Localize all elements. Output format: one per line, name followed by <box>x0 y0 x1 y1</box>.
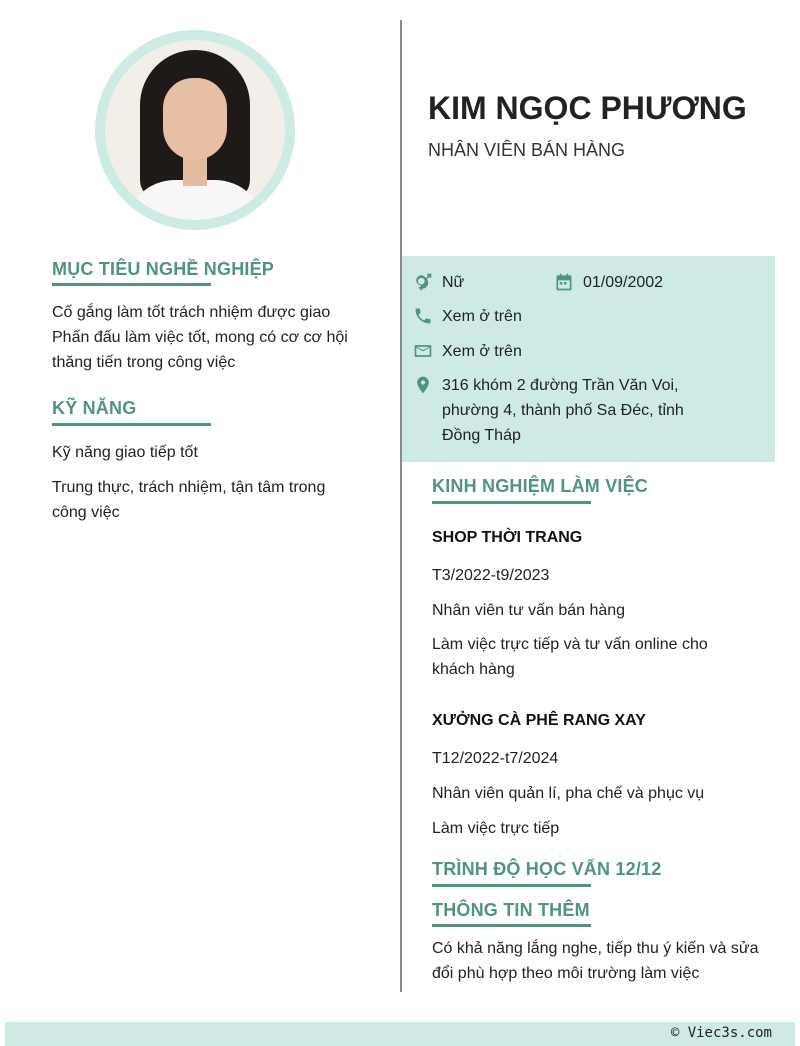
phone-icon <box>413 306 433 326</box>
skills-underline <box>52 423 211 426</box>
column-divider <box>400 20 402 992</box>
footer-credit: © Viec3s.com <box>670 1025 772 1041</box>
gender-icon <box>413 272 433 292</box>
additional-text: Có khả năng lắng nghe, tiếp thu ý kiến và sửa đổi phù hợp theo môi trường làm việc <box>432 940 759 982</box>
job-role: Nhân viên quản lí, pha chế và phục vụ <box>432 785 705 802</box>
additional-title: THÔNG TIN THÊM <box>432 900 590 920</box>
objective-text: Cố gắng làm tốt trách nhiệm được giao Phấn đấu làm việc tốt, mong có cơ cơ hội thăng tiến trong công việc <box>52 304 348 371</box>
education-underline <box>432 884 591 887</box>
phone-value: Xem ở trên <box>442 308 522 325</box>
job-company: SHOP THỜI TRANG <box>432 529 583 546</box>
dob-value: 01/09/2002 <box>583 274 664 291</box>
email-value: Xem ở trên <box>442 343 522 360</box>
objective-title: MỤC TIÊU NGHỀ NGHIỆP <box>52 259 275 279</box>
education-title: TRÌNH ĐỘ HỌC VẤN 12/12 <box>432 859 662 879</box>
experience-underline <box>432 501 591 504</box>
avatar <box>105 40 285 220</box>
skill-item: Trung thực, trách nhiệm, tận tâm trong công việc <box>52 479 326 521</box>
experience-title: KINH NGHIỆM LÀM VIỆC <box>432 476 649 496</box>
address-value: 316 khóm 2 đường Trần Văn Voi, phường 4, thành phố Sa Đéc, tỉnh Đồng Tháp <box>442 377 684 444</box>
location-icon <box>413 375 433 395</box>
job-desc: Làm việc trực tiếp và tư vấn online cho khách hàng <box>432 636 708 678</box>
skills-title: KỸ NĂNG <box>52 398 137 418</box>
job-period: T12/2022-t7/2024 <box>432 750 559 767</box>
mail-icon <box>413 341 433 361</box>
job-title: NHÂN VIÊN BÁN HÀNG <box>428 140 626 160</box>
skill-item: Kỹ năng giao tiếp tốt <box>52 444 198 461</box>
job-company: XƯỞNG CÀ PHÊ RANG XAY <box>432 712 646 729</box>
job-desc: Làm việc trực tiếp <box>432 820 560 837</box>
gender-value: Nữ <box>442 274 465 291</box>
objective-underline <box>52 283 211 286</box>
job-period: T3/2022-t9/2023 <box>432 567 550 584</box>
additional-underline <box>432 924 591 927</box>
job-role: Nhân viên tư vấn bán hàng <box>432 602 626 619</box>
candidate-name: KIM NGỌC PHƯƠNG <box>428 90 747 126</box>
calendar-icon <box>554 272 574 292</box>
